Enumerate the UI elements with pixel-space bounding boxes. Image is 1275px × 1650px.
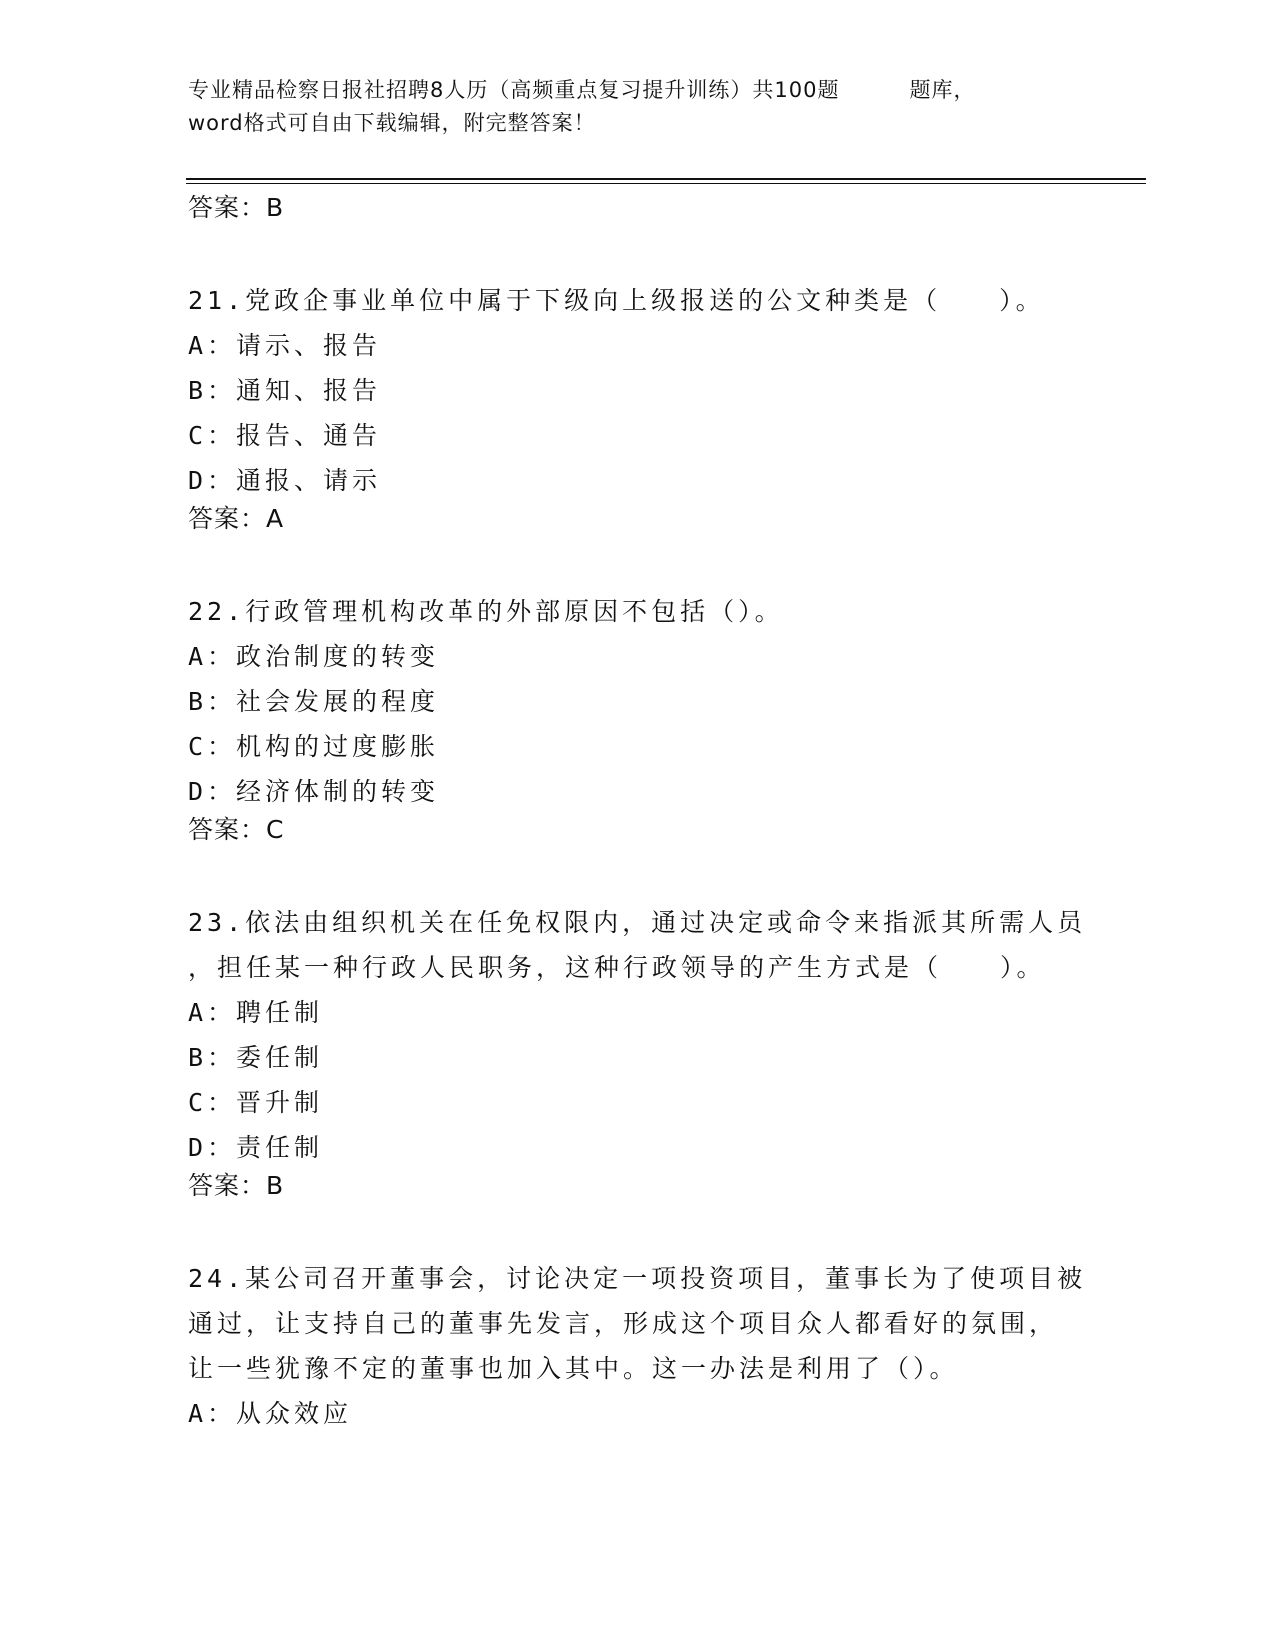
option-c: C：报告、通告 — [188, 421, 382, 450]
option-b: B：委任制 — [188, 1043, 324, 1072]
page-header — [188, 74, 1068, 140]
option-d: D：经济体制的转变 — [188, 777, 440, 806]
header-rule-thin — [186, 183, 1146, 184]
question-text: 22.行政管理机构改革的外部原因不包括（）。 — [188, 597, 784, 626]
option-d: D：责任制 — [188, 1133, 324, 1162]
question-text-line-1: 24.某公司召开董事会，讨论决定一项投资项目，董事长为了使项目被 — [188, 1264, 1087, 1293]
header-title: 专业精品检察日报社招聘8人历（高频重点复习提升训练）共100题 — [188, 78, 840, 102]
option-b: B：社会发展的程度 — [188, 687, 440, 716]
question-text: 21.党政企事业单位中属于下级向上级报送的公文种类是（ ）。 — [188, 286, 1045, 315]
answer: 答案：A — [188, 504, 285, 533]
option-a: A：请示、报告 — [188, 331, 382, 360]
question-22 — [188, 589, 1088, 846]
question-text-line-3: 让一些犹豫不定的董事也加入其中。这一办法是利用了（）。 — [188, 1354, 959, 1383]
question-text-line-2: 通过，让支持自己的董事先发言，形成这个项目众人都看好的氛围， — [188, 1309, 1059, 1338]
header-rule-thick — [186, 178, 1146, 180]
answer: 答案：B — [188, 1171, 285, 1200]
question-list — [188, 192, 1088, 1436]
question-21 — [188, 278, 1088, 535]
option-a: A：从众效应 — [188, 1399, 353, 1428]
option-d: D：通报、请示 — [188, 466, 382, 495]
question-text-line-2: ，担任某一种行政人民职务，这种行政领导的产生方式是（ ）。 — [188, 953, 1046, 982]
header-subtitle: word格式可自由下载编辑，附完整答案！ — [188, 111, 596, 135]
header-title-suffix: 题库， — [909, 78, 976, 102]
option-c: C：晋升制 — [188, 1088, 324, 1117]
option-a: A：聘任制 — [188, 998, 324, 1027]
option-b: B：通知、报告 — [188, 376, 382, 405]
option-a: A：政治制度的转变 — [188, 642, 440, 671]
question-23 — [188, 900, 1088, 1202]
option-c: C：机构的过度膨胀 — [188, 732, 440, 761]
answer: 答案：C — [188, 815, 285, 844]
previous-answer: 答案：B — [188, 193, 285, 222]
question-24 — [188, 1256, 1088, 1436]
question-text-line-1: 23.依法由组织机关在任免权限内，通过决定或命令来指派其所需人员 — [188, 908, 1087, 937]
